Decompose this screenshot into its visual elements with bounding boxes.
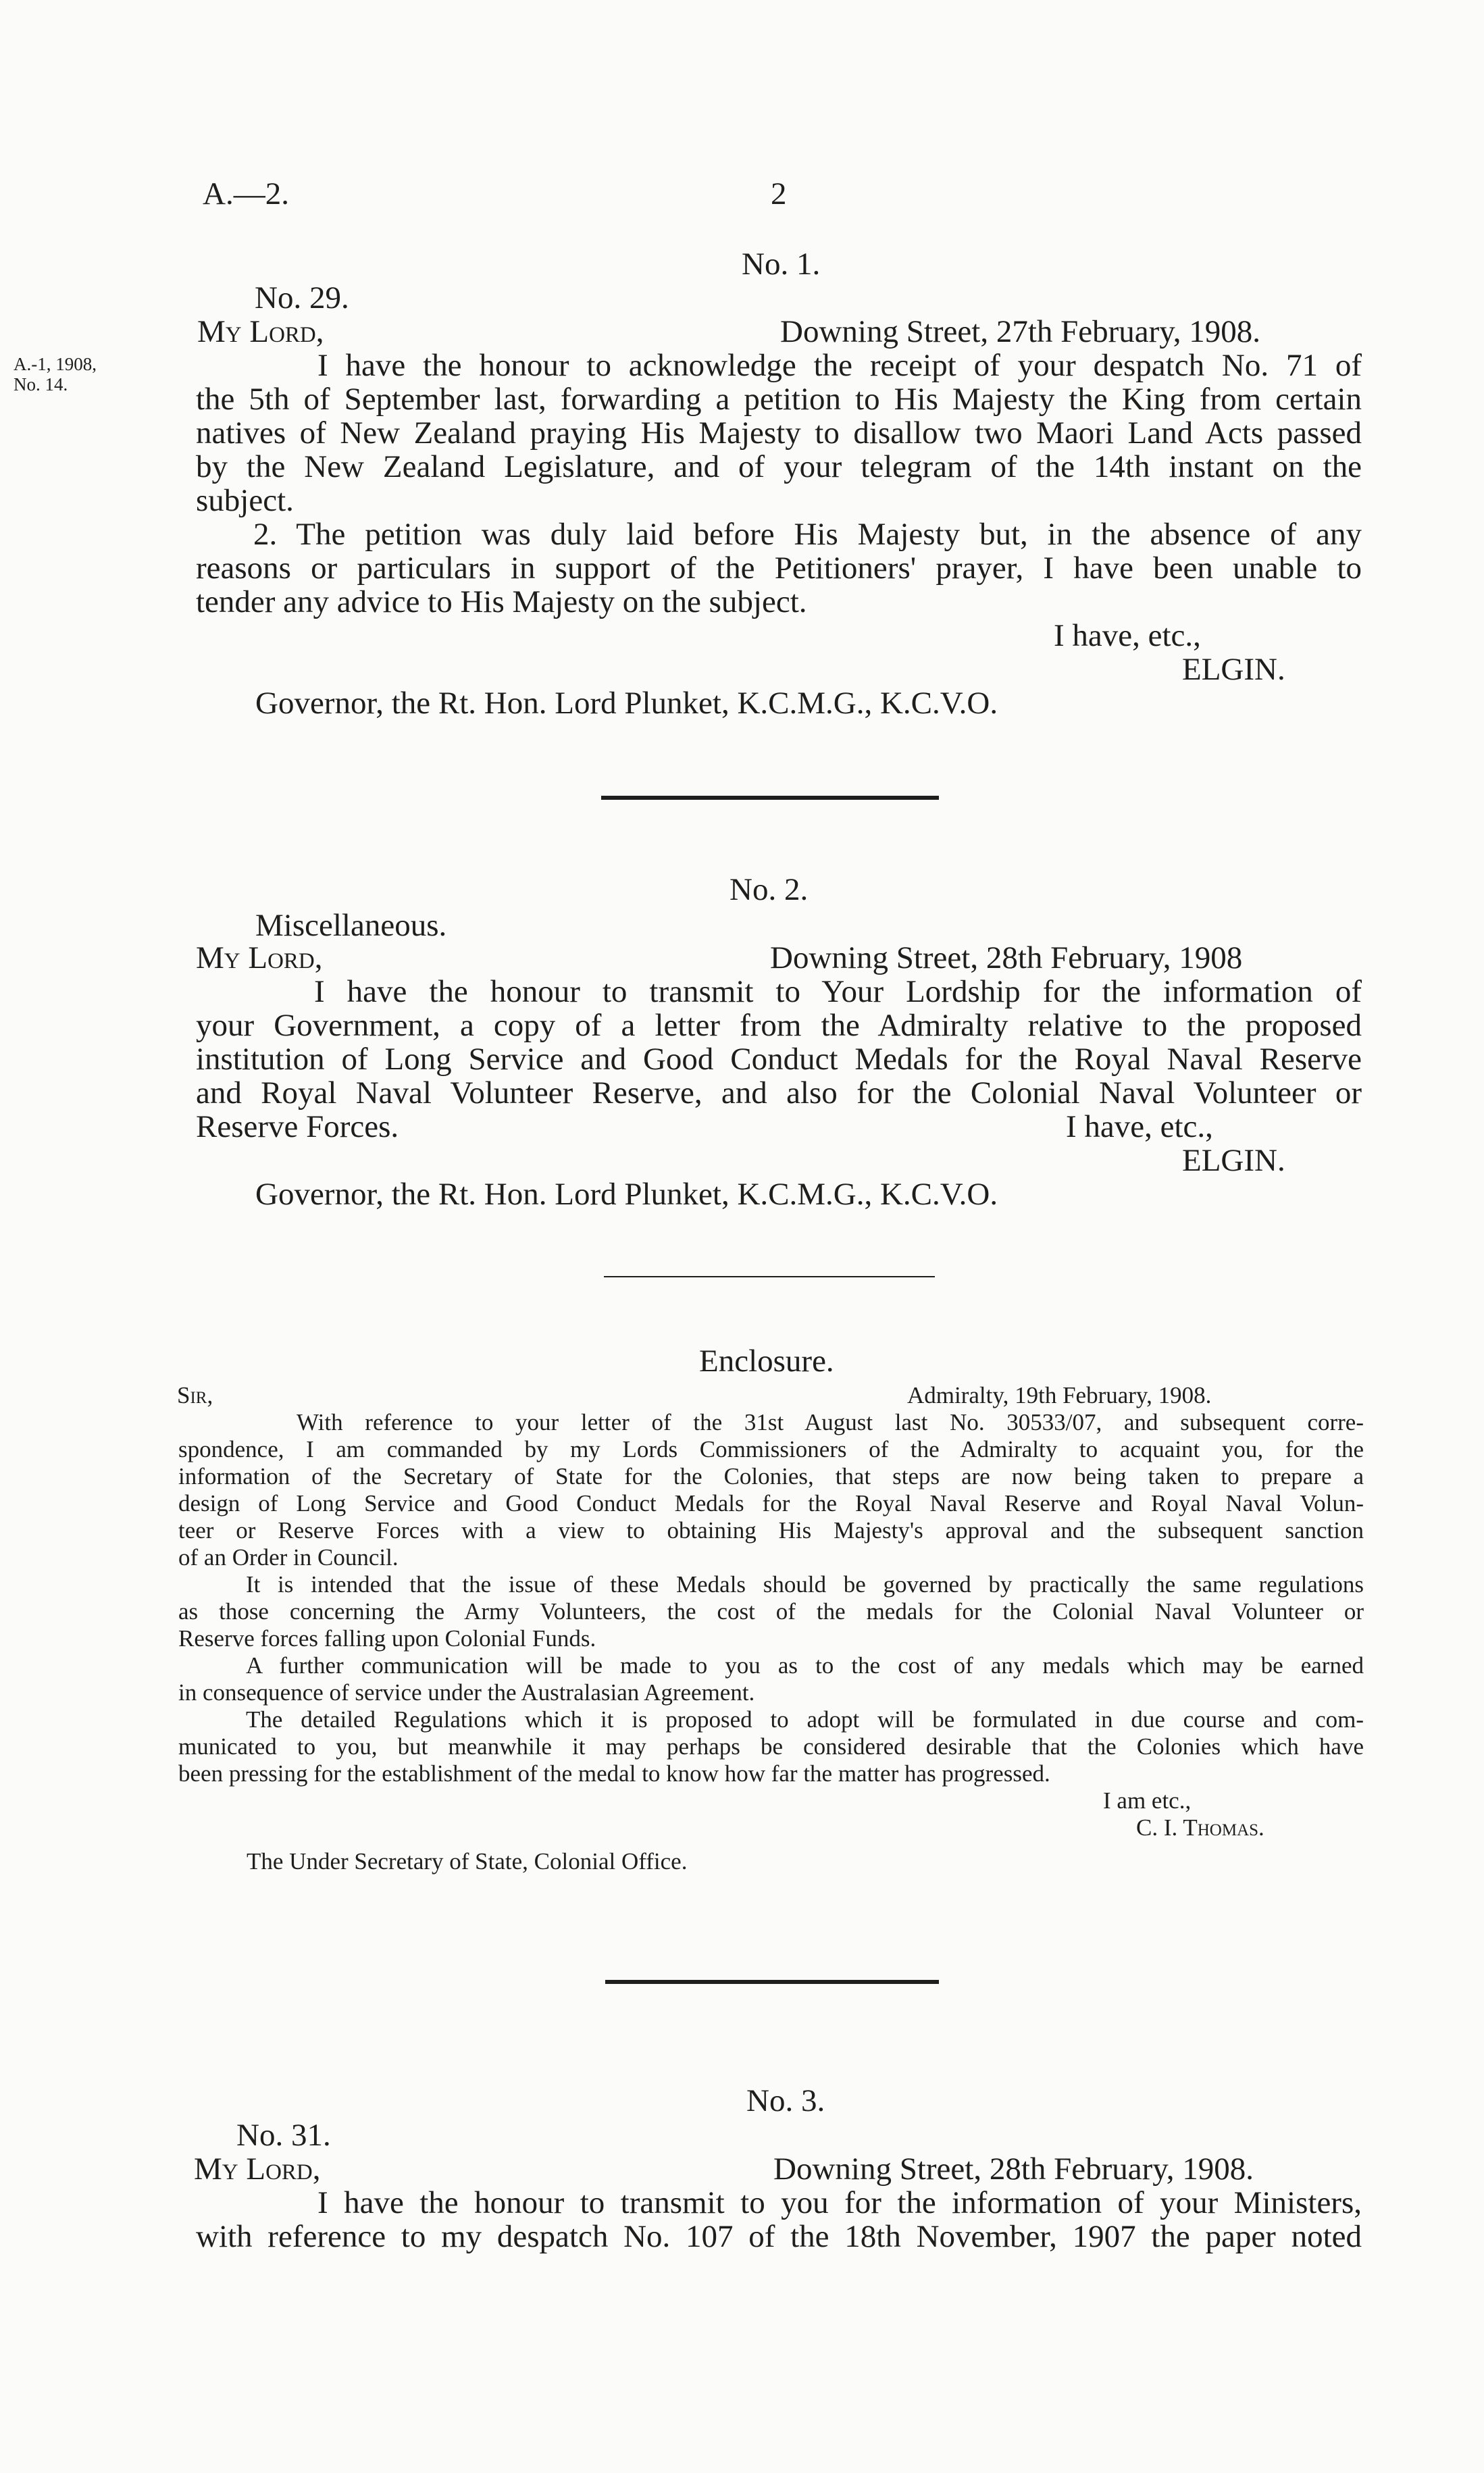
- letter-1-body: [196, 349, 1362, 619]
- body-line: and Royal Naval Volunteer Reserve, and also for the Colonial Naval Volunteer or: [196, 1075, 1362, 1111]
- body-line: A further communication will be made to you as to the cost of any medals which may be earned: [246, 1652, 1364, 1679]
- body-line: natives of New Zealand praying His Majesty to disallow two Maori Land Acts passed: [196, 415, 1362, 451]
- letter-2-signature: ELGIN.: [1182, 1143, 1285, 1178]
- body-line: Reserve Forces.: [196, 1109, 399, 1144]
- body-line: been pressing for the establishment of the medal to know how far the matter has progressed.: [178, 1760, 1050, 1787]
- letter-3-salutation: My Lord,: [194, 2151, 321, 2187]
- page-number: 2: [771, 176, 787, 211]
- body-line: spondence, I am commanded by my Lords Commissioners of the Admiralty to acquaint you, for the: [178, 1436, 1364, 1462]
- body-line: institution of Long Service and Good Conduct Medals for the Royal Naval Reserve: [196, 1042, 1362, 1077]
- letter-1-closing: I have, etc.,: [1054, 618, 1201, 653]
- margin-note-line-1: A.-1, 1908,: [14, 354, 97, 374]
- margin-note: [14, 354, 97, 394]
- body-line: teer or Reserve Forces with a view to obtaining His Majesty's approval and the subsequent sanction: [178, 1517, 1364, 1544]
- letter-2-place-date: Downing Street, 28th February, 1908: [770, 940, 1243, 975]
- body-line: I have the honour to transmit to you for the information of your Ministers,: [317, 2185, 1362, 2220]
- body-line: tender any advice to His Majesty on the subject.: [196, 584, 807, 619]
- letter-3-heading: No. 3.: [746, 2083, 825, 2118]
- enclosure-signature: C. I. Thomas.: [1136, 1814, 1264, 1841]
- body-line: Reserve forces falling upon Colonial Funds.: [178, 1625, 596, 1652]
- enclosure-body: [178, 1409, 1364, 1787]
- enclosure-place-date: Admiralty, 19th February, 1908.: [907, 1382, 1212, 1408]
- letter-1-signature: ELGIN.: [1182, 652, 1285, 687]
- section-divider: [601, 796, 939, 800]
- body-line: I have the honour to acknowledge the receipt of your despatch No. 71 of: [317, 348, 1362, 383]
- enclosure-heading: Enclosure.: [699, 1344, 834, 1379]
- letter-1-addressee: Governor, the Rt. Hon. Lord Plunket, K.C.M.G., K.C.V.O.: [255, 686, 998, 721]
- letter-2-heading: No. 2.: [730, 872, 809, 907]
- enclosure-addressee: The Under Secretary of State, Colonial Office.: [247, 1848, 688, 1875]
- letter-1-salutation: My Lord,: [197, 314, 324, 349]
- enclosure-closing: I am etc.,: [1103, 1787, 1192, 1814]
- body-line: by the New Zealand Legislature, and of your telegram of the 14th instant on the: [196, 449, 1362, 484]
- letter-1-despatch-number: No. 29.: [255, 280, 349, 315]
- letter-1-place-date: Downing Street, 27th February, 1908.: [780, 314, 1260, 349]
- body-line: I have the honour to transmit to Your Lordship for the information of: [314, 974, 1362, 1009]
- body-line: It is intended that the issue of these Medals should be governed by practically the same regulations: [246, 1571, 1364, 1598]
- body-line: with reference to my despatch No. 107 of the 18th November, 1907 the paper noted: [196, 2219, 1362, 2254]
- enclosure-salutation: Sir,: [177, 1382, 213, 1408]
- letter-2-category: Miscellaneous.: [255, 908, 447, 943]
- body-line: the 5th of September last, forwarding a petition to His Majesty the King from certain: [196, 382, 1362, 417]
- body-line: as those concerning the Army Volunteers, the cost of the medals for the Colonial Naval Volunteer or: [178, 1598, 1364, 1625]
- letter-2-closing: I have, etc.,: [1066, 1109, 1213, 1144]
- letter-2-addressee: Governor, the Rt. Hon. Lord Plunket, K.C.M.G., K.C.V.O.: [255, 1177, 998, 1212]
- letter-3-despatch-number: No. 31.: [236, 2118, 331, 2153]
- body-line: design of Long Service and Good Conduct Medals for the Royal Naval Reserve and Royal Naval Volun-: [178, 1490, 1364, 1516]
- body-line: 2. The petition was duly laid before His Majesty but, in the absence of any: [253, 517, 1362, 552]
- document-reference: A.—2.: [203, 176, 289, 211]
- margin-note-line-2: No. 14.: [14, 374, 68, 394]
- letter-1-heading: No. 1.: [742, 247, 821, 282]
- body-line: With reference to your letter of the 31st August last No. 30533/07, and subsequent corre-: [297, 1409, 1364, 1435]
- body-line: reasons or particulars in support of the Petitioners' prayer, I have been unable to: [196, 551, 1362, 586]
- body-line: your Government, a copy of a letter from the Admiralty relative to the proposed: [196, 1008, 1362, 1043]
- body-line: The detailed Regulations which it is proposed to adopt will be formulated in due course and com-: [246, 1706, 1364, 1733]
- body-line: information of the Secretary of State for the Colonies, that steps are now being taken to prepare a: [178, 1463, 1364, 1489]
- section-divider: [605, 1980, 939, 1984]
- letter-3-body: [196, 2186, 1362, 2253]
- letter-2-salutation: My Lord,: [196, 940, 323, 975]
- letter-3-place-date: Downing Street, 28th February, 1908.: [773, 2151, 1254, 2187]
- body-line: in consequence of service under the Australasian Agreement.: [178, 1679, 755, 1706]
- section-divider-thin: [604, 1276, 935, 1277]
- body-line: of an Order in Council.: [178, 1544, 399, 1571]
- body-line: municated to you, but meanwhile it may perhaps be considered desirable that the Colonies which have: [178, 1733, 1364, 1760]
- body-line: subject.: [196, 483, 294, 518]
